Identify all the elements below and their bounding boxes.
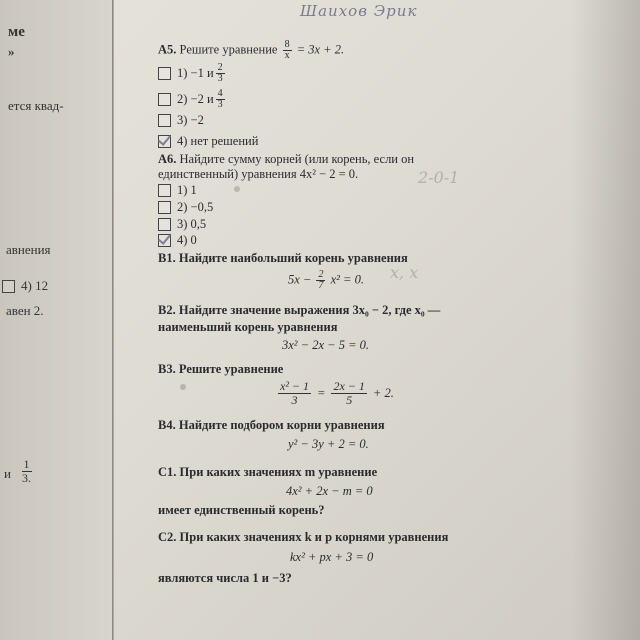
left-fragment-3: ется квад-	[8, 98, 64, 113]
b4-label: В4.	[158, 418, 176, 432]
left-fragment-5-text: 4) 12	[21, 278, 49, 293]
a5-eq-num: 8	[284, 39, 290, 50]
b3-frac-2-num: 2x − 1	[333, 379, 365, 393]
c2-tail: являются числа 1 и −3?	[158, 571, 292, 585]
left-fragment-5	[2, 278, 48, 294]
a6-option-1-text: 1) 1	[177, 183, 197, 197]
b1-question	[158, 251, 408, 266]
b3-text: Решите уравнение	[178, 362, 284, 376]
a5-option-1-text: 1) −1 и	[177, 66, 214, 80]
pencil-dot-2	[180, 384, 186, 390]
c1-question	[158, 465, 377, 480]
b3-equation	[276, 380, 394, 407]
a5-option-2-text: 2) −2 и	[177, 92, 214, 106]
c2-text: При каких значениях k и p корнями уравнения	[179, 530, 449, 544]
a5-eq-den: x	[284, 50, 290, 61]
b4-equation: y² − 3y + 2 = 0.	[288, 437, 369, 451]
a6-option-3[interactable]	[158, 217, 206, 232]
a6-question-line-1	[158, 152, 414, 167]
c1-text: При каких значениях m уравнение	[179, 465, 378, 479]
a5-option-1-num: 2	[217, 62, 223, 73]
b1-equation	[288, 270, 364, 291]
b3-eq-tail: + 2.	[372, 386, 394, 400]
left-fraction-den: 3.	[22, 471, 31, 485]
left-fraction-num: 1	[23, 457, 30, 471]
a5-option-3[interactable]	[158, 113, 204, 128]
b2-question-line-2: наименьший корень уравнения	[158, 320, 338, 334]
a6-option-4[interactable]	[158, 233, 197, 248]
a5-checkbox-1[interactable]	[158, 67, 171, 80]
left-fragment-4: авнения	[6, 242, 51, 257]
b2-question-line-1	[158, 303, 440, 318]
c2-question	[158, 530, 448, 545]
b4-text: Найдите подбором корни уравнения	[178, 418, 385, 432]
b4-question	[158, 418, 385, 433]
a5-eq-rest: = 3x + 2.	[296, 42, 345, 57]
pencil-dot	[234, 186, 240, 192]
a5-checkbox-4[interactable]	[158, 135, 171, 148]
a6-question-line-2: единственный) уравнения 4x² − 2 = 0.	[158, 167, 359, 181]
c2-equation: kx² + px + 3 = 0	[290, 550, 374, 564]
b3-frac-1-den: 3	[291, 393, 298, 407]
a6-label: А6.	[158, 152, 177, 166]
a6-option-2-text: 2) −0,5	[177, 200, 214, 214]
b3-question	[158, 362, 283, 377]
a6-option-2[interactable]	[158, 200, 213, 215]
a6-option-1[interactable]	[158, 183, 197, 198]
a6-checkbox-3[interactable]	[158, 218, 171, 231]
b2-equation: 3x² − 2x − 5 = 0.	[282, 338, 370, 352]
page-fold	[112, 0, 114, 640]
a5-prompt: Решите уравнение	[179, 42, 278, 57]
c1-label: С1.	[158, 465, 177, 479]
a5-option-4-text: 4) нет решений	[177, 134, 259, 148]
c1-tail: имеет единственный корень?	[158, 503, 325, 517]
c2-label: С2.	[158, 530, 177, 544]
a6-checkbox-1[interactable]	[158, 184, 171, 197]
a5-option-4[interactable]	[158, 134, 258, 149]
b3-frac-1-num: x² − 1	[280, 379, 310, 393]
c1-equation: 4x² + 2x − m = 0	[286, 484, 373, 498]
b3-frac-2-den: 5	[346, 393, 353, 407]
b2-line-1: Найдите значение выражения 3x₀ − 2, где x₀ —	[178, 303, 441, 317]
a6-option-4-text: 4) 0	[177, 233, 197, 247]
a5-option-3-text: 3) −2	[177, 113, 204, 127]
page-shadow	[570, 0, 640, 640]
a6-checkbox-4[interactable]	[158, 234, 171, 247]
a6-option-3-text: 3) 0,5	[177, 217, 207, 231]
a5-option-2[interactable]	[158, 89, 227, 110]
left-fragment-2: »	[8, 44, 15, 59]
a5-question	[158, 40, 344, 61]
left-fragment-7: и	[4, 466, 11, 481]
left-fragment-1: ме	[8, 24, 25, 40]
left-checkbox	[2, 280, 15, 293]
a5-option-2-num: 4	[217, 88, 223, 99]
left-fraction	[18, 458, 35, 485]
a5-option-1-den: 3	[217, 73, 223, 84]
a6-line-1: Найдите сумму корней (или корень, если он	[179, 152, 415, 166]
b1-text: Найдите наибольший корень уравнения	[178, 251, 408, 265]
b3-label: В3.	[158, 362, 176, 376]
pencil-scribble-2: x, x	[390, 263, 419, 282]
b1-eq-den: 7	[318, 280, 324, 291]
a5-option-1[interactable]	[158, 63, 227, 84]
a5-option-2-den: 3	[217, 99, 223, 110]
a5-label: А5.	[158, 42, 177, 57]
a6-checkbox-2[interactable]	[158, 201, 171, 214]
a5-checkbox-2[interactable]	[158, 93, 171, 106]
b1-eq-b: x² = 0.	[330, 272, 364, 287]
handwritten-name: Шаихов Эрик	[300, 2, 418, 20]
b1-label: В1.	[158, 251, 176, 265]
a5-checkbox-3[interactable]	[158, 114, 171, 127]
b1-eq-num: 2	[318, 269, 324, 280]
b3-eq-sign: =	[317, 386, 326, 400]
pencil-scribble: 2-0-1	[418, 168, 460, 187]
b1-eq-a: 5x −	[288, 272, 312, 287]
left-page-column	[0, 0, 112, 640]
b2-label: В2.	[158, 303, 176, 317]
left-fragment-6: авен 2.	[6, 303, 44, 318]
